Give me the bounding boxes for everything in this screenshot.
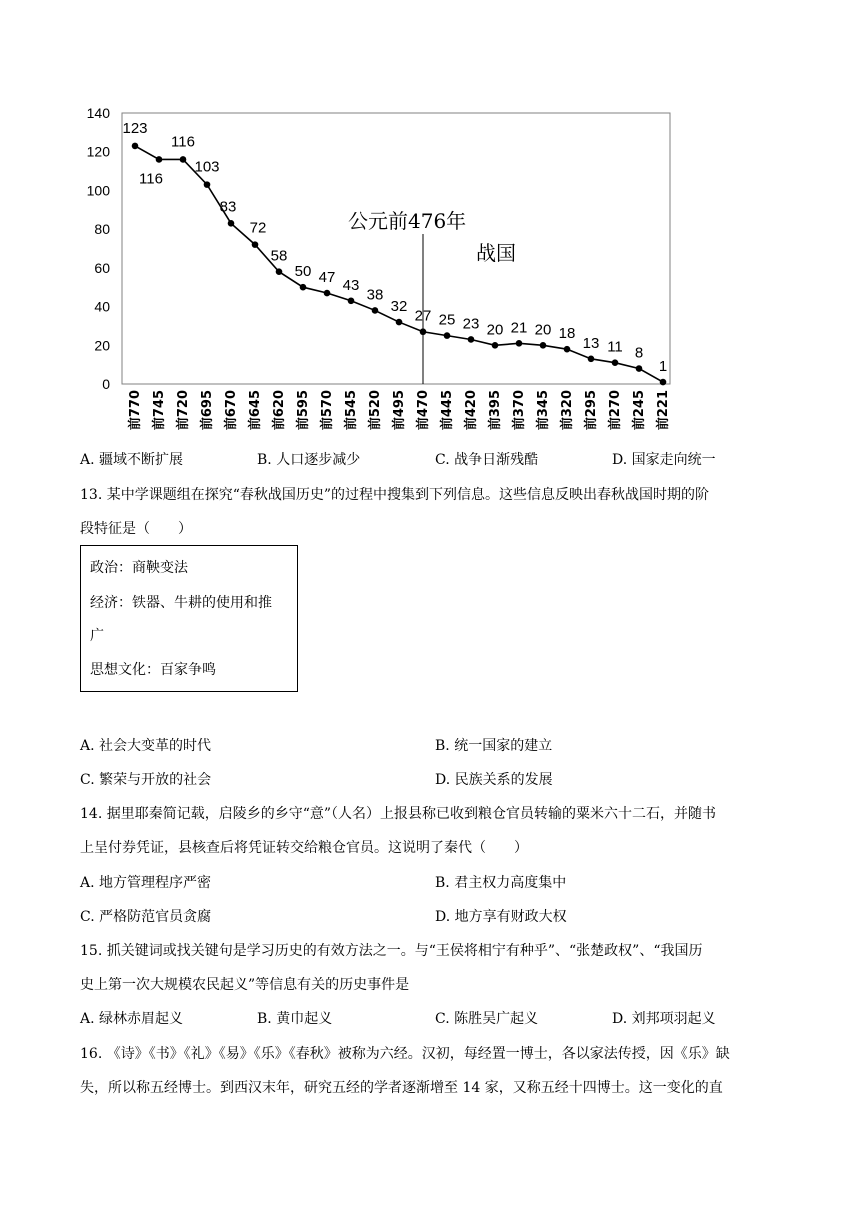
y-tick-label: 120 xyxy=(86,143,110,160)
data-point xyxy=(492,342,499,349)
data-label: 50 xyxy=(294,263,312,281)
q13-info-box xyxy=(80,545,298,692)
x-tick-label: 前695 xyxy=(200,390,215,431)
x-tick-label: 前445 xyxy=(440,390,455,431)
q15-option-a[interactable]: A. 绿林赤眉起义 xyxy=(80,1011,184,1027)
x-tick-label: 前295 xyxy=(584,390,599,431)
q15-stem-line1: 15. 抓关键词或找关键句是学习历史的有效方法之一。与“王侯将相宁有种乎”、“张楚政权”、“我国历 xyxy=(80,943,703,959)
x-tick-label: 前320 xyxy=(560,390,575,431)
data-point xyxy=(228,220,235,227)
annotation-year: 公元前476年 xyxy=(348,209,467,233)
data-point xyxy=(204,181,211,188)
data-point xyxy=(156,156,163,163)
data-label: 103 xyxy=(194,158,220,176)
data-point xyxy=(444,332,451,339)
data-label: 13 xyxy=(582,334,600,352)
q13-box-line3: 广 xyxy=(90,628,104,644)
data-point xyxy=(132,143,139,150)
data-label: 43 xyxy=(342,276,360,294)
x-tick-label: 前345 xyxy=(536,390,551,431)
data-label: 25 xyxy=(438,311,456,329)
data-label: 23 xyxy=(462,315,480,333)
y-tick-label: 100 xyxy=(86,182,110,199)
q14-option-d[interactable]: D. 地方享有财政大权 xyxy=(435,909,567,925)
q15-option-c[interactable]: C. 陈胜吴广起义 xyxy=(435,1011,539,1027)
data-point xyxy=(300,284,307,291)
data-point xyxy=(396,319,403,326)
x-tick-labels xyxy=(127,390,671,430)
q13-box-line2: 经济：铁器、牛耕的使用和推 xyxy=(90,595,272,611)
q15-option-d[interactable]: D. 刘邦项羽起义 xyxy=(612,1011,716,1027)
data-label: 1 xyxy=(658,358,668,376)
data-label: 116 xyxy=(171,133,195,151)
x-tick-label: 前470 xyxy=(416,390,431,431)
data-label: 27 xyxy=(414,307,432,325)
y-tick-labels xyxy=(87,105,111,392)
x-tick-label: 前221 xyxy=(656,390,671,431)
y-tick-label: 20 xyxy=(94,337,110,354)
data-point xyxy=(564,346,571,353)
data-point xyxy=(348,297,355,304)
y-tick-label: 0 xyxy=(102,376,110,392)
q15-stem-line2: 史上第一次大规模农民起义”等信息有关的历史事件是 xyxy=(80,977,410,993)
x-tick-label: 前520 xyxy=(368,390,383,431)
data-label: 83 xyxy=(219,198,237,216)
q13-option-d[interactable]: D. 民族关系的发展 xyxy=(435,772,553,788)
q12-option-c[interactable]: C. 战争日渐残酷 xyxy=(435,452,539,468)
q14-stem-line1: 14. 据里耶秦简记载，启陵乡的乡守“意”（人名）上报县称已收到粮仓官员转输的粟米六十二石，并随书 xyxy=(80,806,717,822)
data-labels xyxy=(122,120,667,375)
x-tick-label: 前720 xyxy=(176,390,191,431)
data-point xyxy=(540,342,547,349)
q14-stem-line2: 上呈付券凭证，县核查后将凭证转交给粮仓官员。这说明了秦代（ ） xyxy=(80,840,528,856)
y-tick-label: 60 xyxy=(94,259,110,276)
q15-option-b[interactable]: B. 黄巾起义 xyxy=(257,1011,333,1027)
x-tick-label: 前395 xyxy=(488,390,503,431)
data-label: 72 xyxy=(249,219,267,237)
data-point xyxy=(324,290,331,297)
data-label: 20 xyxy=(534,321,552,339)
x-tick-label: 前245 xyxy=(632,390,647,431)
x-tick-label: 前745 xyxy=(152,390,167,431)
q14-option-b[interactable]: B. 君主权力高度集中 xyxy=(435,875,567,891)
data-point xyxy=(276,268,283,275)
data-point xyxy=(612,359,619,366)
q12-option-a[interactable]: A. 疆域不断扩展 xyxy=(80,452,184,468)
data-label: 47 xyxy=(318,269,336,287)
q16-stem-line2: 失，所以称五经博士。到西汉末年，研究五经的学者逐渐增至 14 家，又称五经十四博士。这一变化的直 xyxy=(80,1080,723,1096)
q13-stem-line2: 段特征是（ ） xyxy=(80,521,192,537)
q13-stem-line1: 13. 某中学课题组在探究“春秋战国历史”的过程中搜集到下列信息。这些信息反映出春秋战国时期的阶 xyxy=(80,487,710,503)
data-label: 20 xyxy=(486,321,504,339)
q12-option-b[interactable]: B. 人口逐步减少 xyxy=(257,452,361,468)
data-point xyxy=(468,336,475,343)
population-line-chart xyxy=(70,100,680,440)
x-tick-label: 前645 xyxy=(248,390,263,431)
data-label: 8 xyxy=(634,344,644,362)
data-label: 11 xyxy=(607,338,623,356)
x-tick-label: 前595 xyxy=(296,390,311,431)
data-label: 123 xyxy=(122,119,148,137)
q13-option-b[interactable]: B. 统一国家的建立 xyxy=(435,738,553,754)
x-tick-label: 前770 xyxy=(128,390,143,431)
data-point xyxy=(252,241,259,248)
y-tick-label: 40 xyxy=(94,298,110,315)
x-tick-label: 前620 xyxy=(272,390,287,431)
x-tick-label: 前545 xyxy=(344,390,359,431)
data-label: 18 xyxy=(558,325,576,343)
q13-option-c[interactable]: C. 繁荣与开放的社会 xyxy=(80,772,212,788)
q12-option-d[interactable]: D. 国家走向统一 xyxy=(612,452,716,468)
data-label: 58 xyxy=(270,247,288,265)
annotation-period: 战国 xyxy=(476,241,516,265)
data-point xyxy=(660,379,667,386)
data-point xyxy=(372,307,379,314)
x-tick-label: 前270 xyxy=(608,390,623,431)
q13-option-a[interactable]: A. 社会大变革的时代 xyxy=(80,738,212,754)
data-label: 32 xyxy=(390,298,408,316)
q13-box-line1: 政治：商鞅变法 xyxy=(90,560,188,576)
data-label: 21 xyxy=(510,319,528,337)
y-tick-label: 140 xyxy=(86,105,110,121)
data-point xyxy=(636,365,643,372)
data-point xyxy=(588,356,595,363)
x-tick-label: 前570 xyxy=(320,390,335,431)
x-tick-label: 前495 xyxy=(392,390,407,431)
data-label: 116 xyxy=(139,170,163,188)
q13-box-line4: 思想文化：百家争鸣 xyxy=(90,662,216,678)
data-point xyxy=(516,340,523,347)
q16-stem-line1: 16. 《诗》《书》《礼》《易》《乐》《春秋》被称为六经。汉初，每经置一博士，各以家法传授，因《乐》缺 xyxy=(80,1046,730,1062)
x-tick-label: 前370 xyxy=(512,390,527,431)
y-tick-label: 80 xyxy=(94,221,110,238)
data-point xyxy=(180,156,187,163)
x-tick-label: 前420 xyxy=(464,390,479,431)
data-label: 38 xyxy=(366,286,384,304)
x-tick-label: 前670 xyxy=(224,390,239,431)
q14-option-a[interactable]: A. 地方管理程序严密 xyxy=(80,875,212,891)
q14-option-c[interactable]: C. 严格防范官员贪腐 xyxy=(80,909,212,925)
